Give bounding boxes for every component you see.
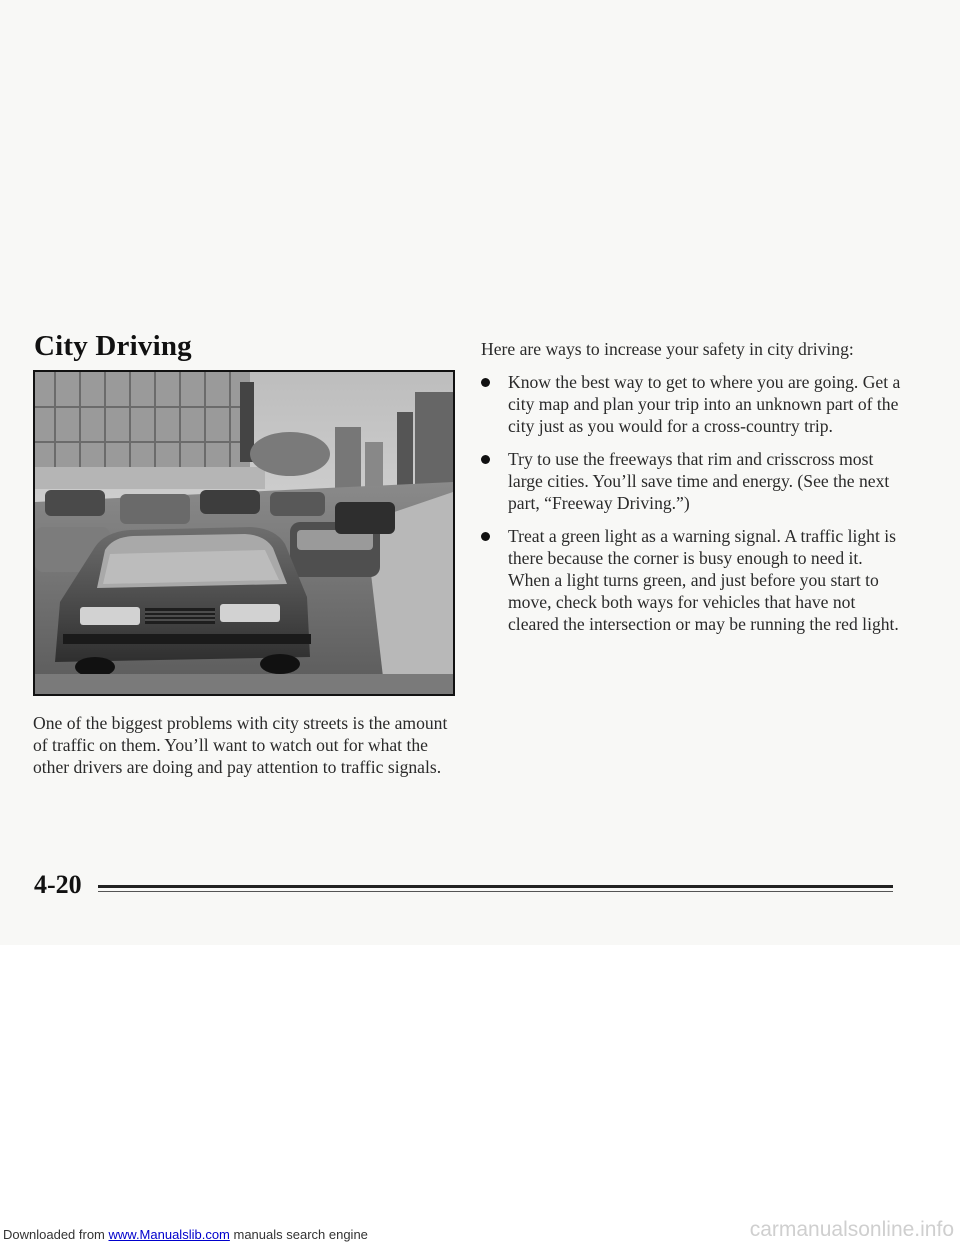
safety-intro: Here are ways to increase your safety in city driving: xyxy=(481,339,854,359)
bullet-icon xyxy=(481,532,490,541)
list-item xyxy=(481,525,901,635)
city-traffic-illustration xyxy=(33,370,455,696)
traffic-scene-image xyxy=(35,372,453,694)
list-item-text: Know the best way to get to where you are going. Get a city map and plan your trip into an unknown part of the city just as you would for a cross-country trip. xyxy=(508,372,901,436)
list-item xyxy=(481,371,901,437)
site-watermark: carmanualsonline.info xyxy=(749,1218,954,1241)
footer-suffix: manuals search engine xyxy=(229,1227,368,1242)
manualslib-link[interactable]: www.Manualslib.com xyxy=(108,1227,230,1242)
list-item xyxy=(481,448,901,514)
safety-tips-list xyxy=(481,371,901,646)
list-item-text: Treat a green light as a warning signal. A traffic light is there because the corner is busy enough to need it. When a light turns green, and just before you start to move, check both ways for vehicles that have not cleared the intersection or may be running the red light. xyxy=(508,526,899,634)
bullet-icon xyxy=(481,455,490,464)
bullet-icon xyxy=(481,378,490,387)
page-number: 4-20 xyxy=(34,870,82,899)
footer-rule-thin xyxy=(98,891,893,892)
section-title: City Driving xyxy=(34,330,192,362)
download-footer xyxy=(3,1227,368,1242)
footer-prefix: Downloaded from xyxy=(3,1227,109,1242)
city-traffic-paragraph: One of the biggest problems with city streets is the amount of traffic on them. You’ll want to watch out for what the other drivers are doing and pay attention to traffic signals. xyxy=(33,713,448,777)
footer-rule xyxy=(98,885,893,888)
list-item-text: Try to use the freeways that rim and crisscross most large cities. You’ll save time and energy. (See the next part, “Freeway Driving.”) xyxy=(508,449,890,513)
